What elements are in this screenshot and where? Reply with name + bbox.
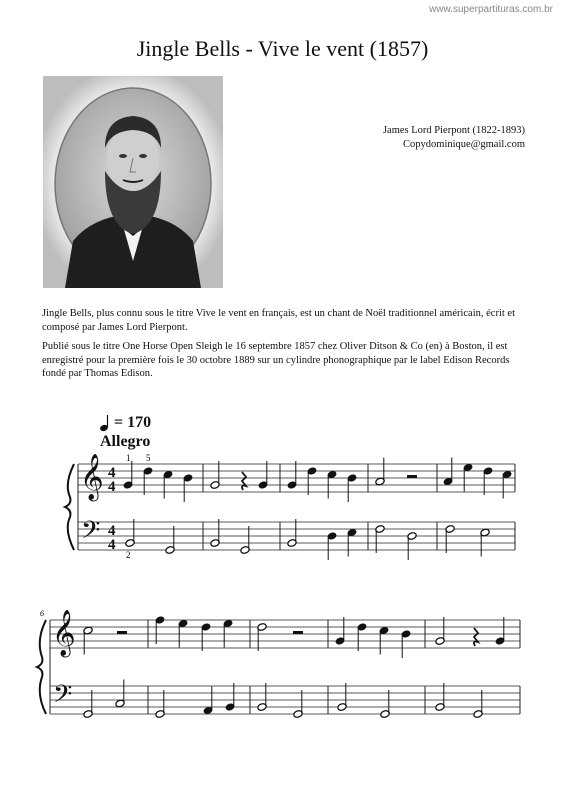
tempo-text: Allegro [100, 433, 151, 450]
composer-credit: James Lord Pierpont (1822-1893) [382, 125, 525, 136]
half-note [293, 710, 303, 719]
half-note [240, 546, 250, 555]
quarter-rest [242, 472, 246, 490]
tempo-marking [100, 414, 151, 432]
treble-clef-icon: 𝄞 [52, 610, 76, 656]
tempo-bpm: = 170 [114, 414, 152, 431]
half-rest [407, 475, 417, 478]
quarter-note [203, 706, 213, 715]
measure-number: 6 [40, 609, 44, 618]
time-signature-bottom: 4 [108, 479, 116, 495]
half-note [435, 637, 445, 646]
half-note [257, 623, 267, 632]
bass-clef-icon: 𝄢 [53, 680, 73, 715]
half-rest [117, 631, 127, 634]
quarter-rest [474, 628, 478, 646]
half-note [407, 532, 417, 541]
quarter-note [463, 463, 473, 472]
quarter-note [443, 477, 453, 486]
half-note [375, 477, 385, 486]
half-note [257, 703, 267, 712]
half-note [380, 710, 390, 719]
half-note [210, 481, 220, 490]
site-url: www.superpartituras.com.br [429, 4, 553, 15]
system-2 [37, 610, 520, 718]
brace [65, 464, 74, 550]
intro-paragraph: Jingle Bells, plus connu sous le titre Vive le vent en français, est un chant de Noël traditionnel américain, écrit et composé par James Lord Pierpont. [42, 308, 515, 333]
page-title: Jingle Bells - Vive le vent (1857) [136, 36, 429, 61]
history-paragraph: Publié sous le titre One Horse Open Sleigh le 16 septembre 1857 chez Oliver Ditson & Co (en) à Boston, il est enregistré pour la première fois le 30 octobre 1889 sur un cylindre phonographique par le label Edison Records fondé par Thomas Edison. [42, 341, 510, 379]
half-note [435, 703, 445, 712]
fingering-2: 2 [126, 550, 131, 560]
quarter-note [327, 470, 337, 479]
half-note [375, 525, 385, 534]
brace [37, 620, 46, 714]
quarter-note [379, 626, 389, 635]
quarter-note [223, 619, 233, 628]
half-note [337, 703, 347, 712]
quarter-note [287, 481, 297, 490]
half-note [83, 626, 93, 635]
time-signature-top: 4 [108, 523, 116, 539]
half-note [445, 525, 455, 534]
quarter-note [258, 481, 268, 490]
quarter-note [335, 637, 345, 646]
half-note [473, 710, 483, 719]
quarter-note [347, 528, 357, 537]
quarter-note-icon [100, 414, 110, 432]
half-note [125, 539, 135, 548]
treble-clef-icon: 𝄞 [80, 454, 104, 500]
quarter-note [357, 623, 367, 632]
half-rest [293, 631, 303, 634]
quarter-note [347, 474, 357, 483]
quarter-note [502, 470, 512, 479]
copyright-email: Copydominique@gmail.com [403, 139, 525, 150]
half-note [115, 699, 125, 708]
quarter-note [201, 623, 211, 632]
quarter-note [483, 467, 493, 476]
half-note [480, 528, 490, 537]
quarter-note [178, 619, 188, 628]
half-note [155, 710, 165, 719]
quarter-note [495, 637, 505, 646]
bass-clef-icon: 𝄢 [81, 516, 101, 551]
credits [383, 124, 525, 152]
half-note [287, 539, 297, 548]
system-1 [65, 454, 515, 560]
half-note [210, 539, 220, 548]
half-note [165, 546, 175, 555]
fingering-1: 1 [126, 453, 131, 463]
quarter-note [143, 467, 153, 476]
composer-portrait [43, 76, 223, 288]
quarter-note [163, 470, 173, 479]
quarter-note [225, 703, 235, 712]
quarter-note [401, 630, 411, 639]
quarter-note [123, 481, 133, 490]
fingering-5: 5 [146, 453, 151, 463]
time-signature-bottom: 4 [108, 537, 116, 553]
quarter-note [327, 532, 337, 541]
quarter-note [155, 616, 165, 625]
time-signature-top: 4 [108, 465, 116, 481]
half-note [83, 710, 93, 719]
quarter-note [307, 467, 317, 476]
quarter-note [183, 474, 193, 483]
